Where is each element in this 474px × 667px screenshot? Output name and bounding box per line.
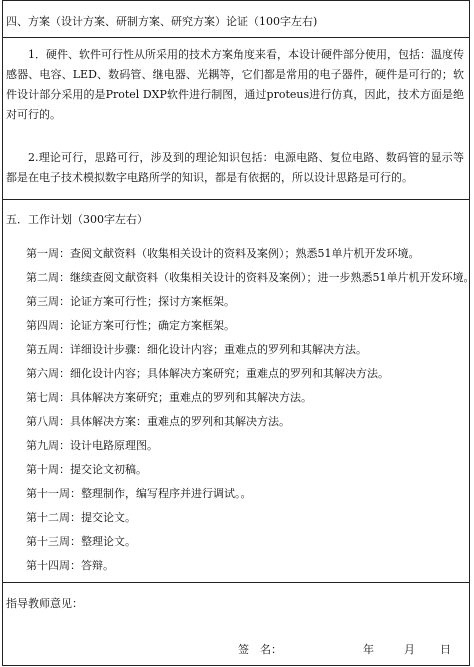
advisor-opinion-label: 指导教师意见： <box>6 597 83 610</box>
week-item: 第五周：详细设计步骤：细化设计内容；重难点的罗列和其解决方法。 <box>26 343 367 356</box>
signature-label: 签 名： <box>238 643 282 656</box>
week-item: 第四周：论证方案可行性；确定方案框架。 <box>26 319 235 332</box>
section4-paragraph-2: 2.理论可行，思路可行，涉及到的理论知识包括：电源电路、复位电路、数码管的显示等都是在电子技术模拟数字电路所学的知识，都是有依据的，所以设计思路是可行的。 <box>6 151 464 184</box>
section4-title-rule <box>2 37 470 38</box>
section4-paragraph-1: 1．硬件、软件可行性从所采用的技术方案角度来看，本设计硬件部分使用，包括：温度传感器、电容、LED、数码管、继电器、光耦等，它们都是常用的电子器件，硬件是可行的；软件设计部分采用的是Protel DXP软件进行制图，通过proteus进行仿真，因此，技术方面是绝对可行的。 <box>6 48 464 121</box>
week-item: 第六周：细化设计内容；具体解决方案研究；重难点的罗列和其解决方法。 <box>26 367 389 380</box>
week-item: 第十二周：提交论文。 <box>26 511 136 524</box>
week-item: 第十一周：整理制作，编写程序并进行调试。。 <box>26 487 252 500</box>
month-label: 月 <box>404 643 415 656</box>
week-item: 第十周：提交论文初稿。 <box>26 463 147 476</box>
week-item: 第七周：具体解决方案研究；重难点的罗列和其解决方法。 <box>26 391 312 404</box>
section-divider-1 <box>2 199 470 200</box>
week-item: 第一周：查阅文献资料（收集相关设计的资料及案例）；熟悉51单片机开发环境。 <box>26 247 420 260</box>
section4-title: 四、方案（设计方案、研制方案、研究方案）论证（100字左右) <box>6 15 318 28</box>
week-item: 第二周：继续查阅文献资料（收集相关设计的资料及案例）；进一步熟悉51单片机开发环境。 <box>26 271 474 284</box>
top-rule <box>2 0 470 1</box>
day-label: 日 <box>440 643 451 656</box>
week-item: 第十四周：答辩。 <box>26 559 114 572</box>
week-item: 第十三周：整理论文。 <box>26 535 136 548</box>
section-divider-2 <box>2 582 470 583</box>
section5-title: 五．工作计划（300字左右） <box>6 213 148 226</box>
week-item: 第三周：论证方案可行性；探讨方案框架。 <box>26 295 235 308</box>
year-label: 年 <box>363 643 374 656</box>
week-item: 第九周：设计电路原理图。 <box>26 439 158 452</box>
week-item: 第八周：具体解决方案：重难点的罗列和其解决方法。 <box>26 415 290 428</box>
